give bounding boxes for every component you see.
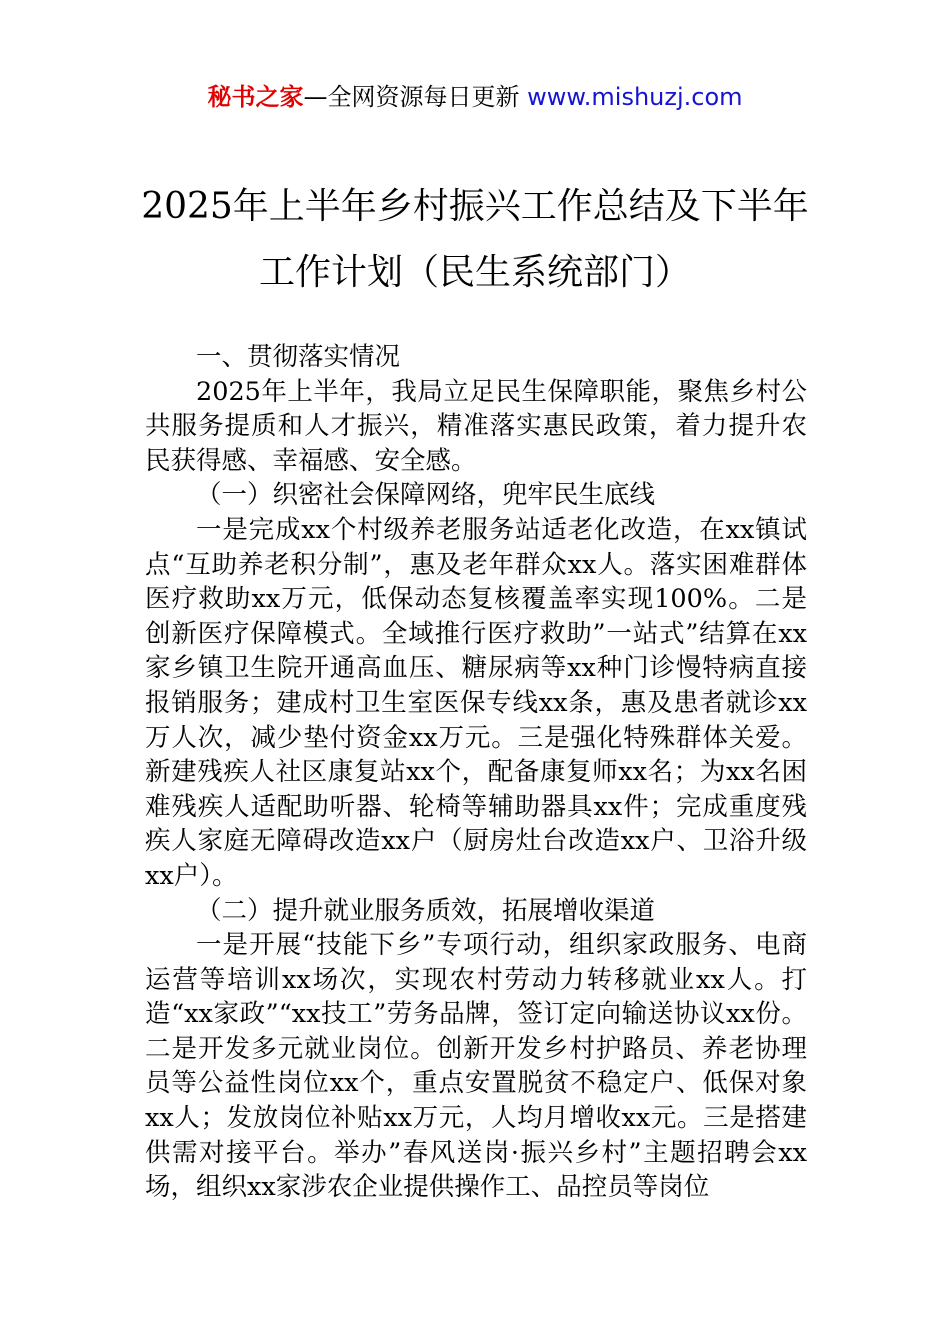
- header-tagline: —全网资源每日更新: [303, 83, 528, 111]
- document-body: [145, 340, 807, 1205]
- site-header: [0, 80, 950, 114]
- section-heading: 一、贯彻落实情况: [196, 342, 401, 372]
- paragraph: 一是完成xx个村级养老服务站适老化改造，在xx镇试点“互助养老积分制”，惠及老年群众xx人。落实困难群体医疗救助xx万元，低保动态复核覆盖率实现100%。二是创新医疗保障模式。全域推行医疗救助”一站式”结算在xx家乡镇卫生院开通高血压、糖尿病等xx种门诊慢特病直接报销服务；建成村卫生室医保专线xx条，惠及患者就诊xx万人次，减少垫付资金xx万元。三是强化特殊群体关爱。新建残疾人社区康复站xx个，配备康复师xx名；为xx名困难残疾人适配助听器、轮椅等辅助器具xx件；完成重度残疾人家庭无障碍改造xx户（厨房灶台改造xx户、卫浴升级xx户）。: [145, 514, 807, 891]
- subsection-heading: （一）织密社会保障网络，兜牢民生底线: [196, 480, 656, 511]
- title-line-2: 工作计划（民生系统部门）: [258, 252, 691, 293]
- document-title: [0, 174, 950, 306]
- paragraph: 一是开展“技能下乡”专项行动，组织家政服务、电商运营等培训xx场次，实现农村劳动力转移就业xx人。打造“xx家政”“xx技工”劳务品牌，签订定向输送协议xx份。二是开发多元就业岗位。创新开发乡村护路员、养老协理员等公益性岗位xx个，重点安置脱贫不稳定户、低保对象xx人；发放岗位补贴xx万元，人均月增收xx元。三是搭建供需对接平台。举办”春风送岗·振兴乡村”主题招聘会xx场，组织xx家涉农企业提供操作工、品控员等岗位: [145, 930, 807, 1203]
- title-line-1: 2025年上半年乡村振兴工作总结及下半年: [141, 186, 809, 227]
- site-url[interactable]: www.mishuzj.com: [527, 83, 743, 111]
- brand-name: 秘书之家: [207, 83, 304, 111]
- paragraph: 2025年上半年，我局立足民生保障职能，聚焦乡村公共服务提质和人才振兴，精准落实惠民政策，着力提升农民获得感、幸福感、安全感。: [145, 376, 807, 476]
- subsection-heading: （二）提升就业服务质效，拓展增收渠道: [196, 895, 656, 926]
